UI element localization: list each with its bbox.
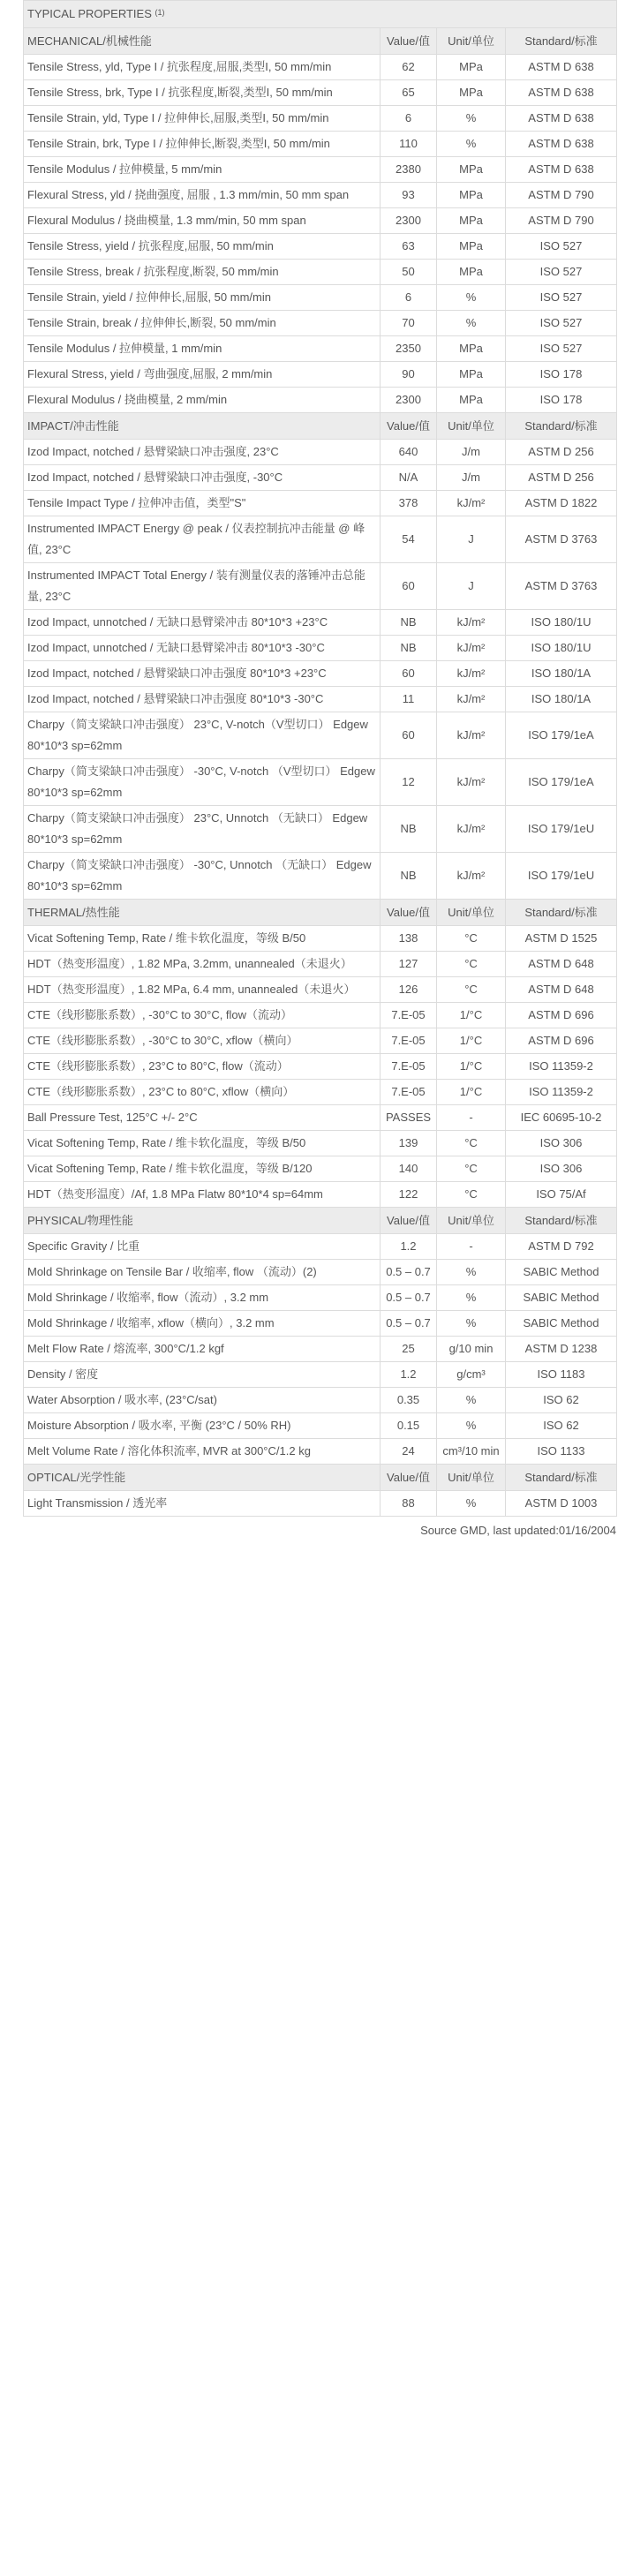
property-standard: ASTM D 1238 [506,1337,617,1362]
property-unit: - [437,1234,506,1260]
property-value: 140 [381,1156,437,1182]
property-unit: kJ/m² [437,712,506,759]
property-value: 7.E-05 [381,1054,437,1080]
property-name: Moisture Absorption / 吸水率, 平衡 (23°C / 50% RH) [24,1413,381,1439]
property-value: 60 [381,712,437,759]
property-standard: ISO 527 [506,260,617,285]
property-value: 126 [381,977,437,1003]
property-standard: IEC 60695-10-2 [506,1105,617,1131]
caption-footnote: (1) [154,8,165,17]
table-row [24,157,617,183]
table-row [24,1439,617,1465]
table-row [24,388,617,413]
table-row [24,516,617,563]
property-unit: MPa [437,183,506,208]
property-name: Charpy（简支梁缺口冲击强度） -30°C, Unnotch （无缺口） Edgew 80*10*3 sp=62mm [24,853,381,900]
group-header-row [24,1208,617,1234]
table-row [24,1105,617,1131]
property-name: Tensile Strain, yld, Type I / 拉伸伸长,屈服,类型I, 50 mm/min [24,106,381,132]
property-unit: °C [437,926,506,952]
property-value: 1.2 [381,1234,437,1260]
property-unit: MPa [437,260,506,285]
table-row [24,977,617,1003]
property-unit: MPa [437,388,506,413]
property-value: 24 [381,1439,437,1465]
table-row [24,1131,617,1156]
property-name: Izod Impact, unnotched / 无缺口悬臂梁冲击 80*10*3 -30°C [24,636,381,661]
property-name: Tensile Stress, brk, Type I / 抗张程度,断裂,类型I, 50 mm/min [24,80,381,106]
property-name: Water Absorption / 吸水率, (23°C/sat) [24,1388,381,1413]
property-unit: % [437,106,506,132]
property-name: CTE（线形膨胀系数）, -30°C to 30°C, xflow（横向） [24,1028,381,1054]
value-header: Value/值 [381,28,437,55]
property-value: 0.15 [381,1413,437,1439]
table-row [24,1028,617,1054]
property-name: Mold Shrinkage on Tensile Bar / 收缩率, flow （流动）(2) [24,1260,381,1285]
property-name: Tensile Modulus / 拉伸模量, 5 mm/min [24,157,381,183]
property-unit: kJ/m² [437,610,506,636]
table-row [24,806,617,853]
property-standard: ISO 527 [506,234,617,260]
property-value: 2300 [381,208,437,234]
property-unit: % [437,311,506,336]
property-unit: MPa [437,208,506,234]
table-row [24,1413,617,1439]
group-name: PHYSICAL/物理性能 [24,1208,381,1234]
property-standard: ISO 178 [506,388,617,413]
property-name: Charpy（简支梁缺口冲击强度） -30°C, V-notch （V型切口） Edgew 80*10*3 sp=62mm [24,759,381,806]
value-header: Value/值 [381,1208,437,1234]
property-standard: ISO 62 [506,1413,617,1439]
property-value: 0.5 – 0.7 [381,1260,437,1285]
property-value: N/A [381,465,437,491]
group-name: THERMAL/热性能 [24,900,381,926]
property-value: 0.5 – 0.7 [381,1311,437,1337]
property-unit: kJ/m² [437,759,506,806]
property-name: Tensile Strain, break / 拉伸伸长,断裂, 50 mm/min [24,311,381,336]
property-name: Mold Shrinkage / 收缩率, flow（流动）, 3.2 mm [24,1285,381,1311]
property-value: 25 [381,1337,437,1362]
property-value: 60 [381,563,437,610]
property-standard: ASTM D 638 [506,157,617,183]
property-value: 63 [381,234,437,260]
property-value: 0.5 – 0.7 [381,1285,437,1311]
property-value: 60 [381,661,437,687]
table-row [24,1337,617,1362]
property-value: 11 [381,687,437,712]
group-header-row [24,1465,617,1491]
property-value: 7.E-05 [381,1080,437,1105]
property-name: Tensile Strain, brk, Type I / 拉伸伸长,断裂,类型I, 50 mm/min [24,132,381,157]
property-value: 70 [381,311,437,336]
property-standard: ISO 179/1eA [506,712,617,759]
property-unit: °C [437,1131,506,1156]
property-name: Light Transmission / 透光率 [24,1491,381,1517]
property-unit: MPa [437,157,506,183]
table-row [24,636,617,661]
table-row [24,183,617,208]
property-standard: ISO 179/1eU [506,806,617,853]
property-name: Specific Gravity / 比重 [24,1234,381,1260]
table-row [24,926,617,952]
table-caption-row [24,1,617,28]
table-row [24,132,617,157]
property-value: 122 [381,1182,437,1208]
property-unit: kJ/m² [437,636,506,661]
table-row [24,1080,617,1105]
property-unit: - [437,1105,506,1131]
property-standard: ASTM D 648 [506,977,617,1003]
table-row [24,563,617,610]
standard-header: Standard/标准 [506,1208,617,1234]
group-name: OPTICAL/光学性能 [24,1465,381,1491]
table-row [24,106,617,132]
property-value: PASSES [381,1105,437,1131]
property-unit: J [437,563,506,610]
property-value: 127 [381,952,437,977]
property-unit: cm³/10 min [437,1439,506,1465]
table-row [24,440,617,465]
property-unit: kJ/m² [437,806,506,853]
table-row [24,362,617,388]
standard-header: Standard/标准 [506,900,617,926]
value-header: Value/值 [381,1465,437,1491]
property-unit: % [437,1413,506,1439]
table-row [24,952,617,977]
property-name: Instrumented IMPACT Total Energy / 装有测量仪表的落锤冲击总能量, 23°C [24,563,381,610]
table-row [24,1054,617,1080]
property-standard: ISO 527 [506,336,617,362]
property-unit: % [437,132,506,157]
property-unit: % [437,285,506,311]
property-unit: 1/°C [437,1028,506,1054]
property-name: Tensile Stress, yield / 抗张程度,屈服, 50 mm/min [24,234,381,260]
property-name: HDT（热变形温度）, 1.82 MPa, 3.2mm, unannealed（未退火） [24,952,381,977]
table-row [24,208,617,234]
property-standard: ISO 1183 [506,1362,617,1388]
value-header: Value/值 [381,900,437,926]
property-name: Melt Volume Rate / 溶化体积流率, MVR at 300°C/1.2 kg [24,1439,381,1465]
property-name: Vicat Softening Temp, Rate / 维卡软化温度，等级 B/120 [24,1156,381,1182]
table-row [24,759,617,806]
property-value: NB [381,610,437,636]
property-value: 139 [381,1131,437,1156]
property-unit: °C [437,952,506,977]
property-standard: ASTM D 696 [506,1028,617,1054]
property-standard: ISO 527 [506,311,617,336]
property-standard: ASTM D 638 [506,132,617,157]
property-name: HDT（热变形温度）/Af, 1.8 MPa Flatw 80*10*4 sp=64mm [24,1182,381,1208]
property-unit: MPa [437,55,506,80]
standard-header: Standard/标准 [506,1465,617,1491]
property-value: 2350 [381,336,437,362]
property-unit: % [437,1260,506,1285]
group-header-row [24,413,617,440]
property-unit: kJ/m² [437,661,506,687]
property-value: NB [381,806,437,853]
property-unit: 1/°C [437,1080,506,1105]
table-row [24,234,617,260]
property-unit: J [437,516,506,563]
table-row [24,260,617,285]
table-row [24,712,617,759]
property-name: Izod Impact, notched / 悬臂梁缺口冲击强度 80*10*3 +23°C [24,661,381,687]
property-name: Flexural Modulus / 挠曲模量, 2 mm/min [24,388,381,413]
property-value: 65 [381,80,437,106]
property-unit: kJ/m² [437,491,506,516]
property-standard: ASTM D 790 [506,183,617,208]
property-name: CTE（线形膨胀系数）, 23°C to 80°C, xflow（横向） [24,1080,381,1105]
property-name: Ball Pressure Test, 125°C +/- 2°C [24,1105,381,1131]
unit-header: Unit/单位 [437,900,506,926]
property-name: Tensile Stress, yld, Type I / 抗张程度,屈服,类型I, 50 mm/min [24,55,381,80]
property-standard: SABIC Method [506,1285,617,1311]
property-value: 640 [381,440,437,465]
property-standard: ISO 11359-2 [506,1054,617,1080]
group-name: MECHANICAL/机械性能 [24,28,381,55]
property-value: 88 [381,1491,437,1517]
property-unit: 1/°C [437,1003,506,1028]
property-value: 93 [381,183,437,208]
standard-header: Standard/标准 [506,413,617,440]
property-value: NB [381,853,437,900]
caption-text: TYPICAL PROPERTIES [27,7,152,20]
property-unit: °C [437,1182,506,1208]
property-standard: ASTM D 3763 [506,563,617,610]
table-row [24,1491,617,1517]
table-row [24,1003,617,1028]
property-standard: ASTM D 3763 [506,516,617,563]
unit-header: Unit/单位 [437,28,506,55]
property-value: 62 [381,55,437,80]
property-value: 7.E-05 [381,1028,437,1054]
property-standard: ASTM D 696 [506,1003,617,1028]
property-value: 6 [381,106,437,132]
property-name: Mold Shrinkage / 收缩率, xflow（横向）, 3.2 mm [24,1311,381,1337]
property-name: Flexural Modulus / 挠曲模量, 1.3 mm/min, 50 mm span [24,208,381,234]
property-name: Tensile Stress, break / 抗张程度,断裂, 50 mm/min [24,260,381,285]
property-standard: ISO 306 [506,1156,617,1182]
property-standard: ASTM D 648 [506,952,617,977]
property-standard: SABIC Method [506,1311,617,1337]
property-value: 378 [381,491,437,516]
property-standard: ISO 1133 [506,1439,617,1465]
table-row [24,853,617,900]
property-standard: ASTM D 256 [506,465,617,491]
unit-header: Unit/单位 [437,1208,506,1234]
property-unit: 1/°C [437,1054,506,1080]
property-unit: J/m [437,440,506,465]
property-unit: MPa [437,80,506,106]
property-value: 12 [381,759,437,806]
property-unit: MPa [437,362,506,388]
group-name: IMPACT/冲击性能 [24,413,381,440]
table-row [24,55,617,80]
property-value: 0.35 [381,1388,437,1413]
property-name: HDT（热变形温度）, 1.82 MPa, 6.4 mm, unannealed（未退火） [24,977,381,1003]
property-unit: kJ/m² [437,687,506,712]
property-unit: kJ/m² [437,853,506,900]
property-standard: ISO 179/1eA [506,759,617,806]
property-value: 2300 [381,388,437,413]
property-standard: ISO 179/1eU [506,853,617,900]
property-unit: °C [437,977,506,1003]
property-standard: ISO 180/1A [506,661,617,687]
property-name: Charpy（简支梁缺口冲击强度） 23°C, V-notch（V型切口） Edgew 80*10*3 sp=62mm [24,712,381,759]
property-name: Charpy（简支梁缺口冲击强度） 23°C, Unnotch （无缺口） Edgew 80*10*3 sp=62mm [24,806,381,853]
property-name: CTE（线形膨胀系数）, 23°C to 80°C, flow（流动） [24,1054,381,1080]
property-standard: ASTM D 256 [506,440,617,465]
table-row [24,465,617,491]
table-row [24,1182,617,1208]
property-unit: MPa [437,336,506,362]
table-row [24,80,617,106]
property-name: Tensile Strain, yield / 拉伸伸长,屈服, 50 mm/min [24,285,381,311]
property-value: 6 [381,285,437,311]
property-name: Vicat Softening Temp, Rate / 维卡软化温度，等级 B/50 [24,926,381,952]
property-value: 1.2 [381,1362,437,1388]
property-unit: °C [437,1156,506,1182]
property-value: 50 [381,260,437,285]
unit-header: Unit/单位 [437,413,506,440]
property-name: Izod Impact, notched / 悬臂梁缺口冲击强度, -30°C [24,465,381,491]
properties-table-container [23,0,616,1537]
group-header-row [24,28,617,55]
value-header: Value/值 [381,413,437,440]
property-standard: ISO 180/1U [506,610,617,636]
unit-header: Unit/单位 [437,1465,506,1491]
property-name: Tensile Impact Type / 拉伸冲击值，类型"S" [24,491,381,516]
property-name: Izod Impact, notched / 悬臂梁缺口冲击强度, 23°C [24,440,381,465]
typical-properties-table [23,0,617,1517]
property-standard: ASTM D 792 [506,1234,617,1260]
property-value: 7.E-05 [381,1003,437,1028]
property-unit: % [437,1491,506,1517]
table-row [24,687,617,712]
property-value: 2380 [381,157,437,183]
property-standard: ISO 178 [506,362,617,388]
property-name: Melt Flow Rate / 熔流率, 300°C/1.2 kgf [24,1337,381,1362]
property-standard: ASTM D 1003 [506,1491,617,1517]
property-unit: % [437,1388,506,1413]
property-standard: ISO 527 [506,285,617,311]
property-name: Vicat Softening Temp, Rate / 维卡软化温度，等级 B/50 [24,1131,381,1156]
property-unit: MPa [437,234,506,260]
property-standard: ISO 75/Af [506,1182,617,1208]
property-unit: g/cm³ [437,1362,506,1388]
property-name: Izod Impact, unnotched / 无缺口悬臂梁冲击 80*10*3 +23°C [24,610,381,636]
property-name: Instrumented IMPACT Energy @ peak / 仪表控制抗冲击能量 @ 峰值, 23°C [24,516,381,563]
property-standard: ISO 180/1U [506,636,617,661]
table-caption [24,1,617,28]
property-unit: J/m [437,465,506,491]
property-value: 54 [381,516,437,563]
property-standard: ISO 306 [506,1131,617,1156]
table-row [24,491,617,516]
group-header-row [24,900,617,926]
property-standard: ASTM D 638 [506,55,617,80]
property-value: NB [381,636,437,661]
source-note: Source GMD, last updated:01/16/2004 [420,1524,616,1537]
table-row [24,1234,617,1260]
property-value: 110 [381,132,437,157]
property-value: 90 [381,362,437,388]
property-standard: ASTM D 1822 [506,491,617,516]
table-row [24,1311,617,1337]
property-standard: ISO 11359-2 [506,1080,617,1105]
property-standard: SABIC Method [506,1260,617,1285]
standard-header: Standard/标准 [506,28,617,55]
property-name: CTE（线形膨胀系数）, -30°C to 30°C, flow（流动） [24,1003,381,1028]
table-row [24,1156,617,1182]
property-unit: % [437,1311,506,1337]
table-row [24,1285,617,1311]
property-standard: ASTM D 638 [506,80,617,106]
property-unit: % [437,1285,506,1311]
table-row [24,1260,617,1285]
property-unit: g/10 min [437,1337,506,1362]
table-row [24,285,617,311]
table-row [24,661,617,687]
property-name: Tensile Modulus / 拉伸模量, 1 mm/min [24,336,381,362]
property-standard: ISO 180/1A [506,687,617,712]
property-standard: ASTM D 638 [506,106,617,132]
table-row [24,336,617,362]
property-standard: ASTM D 1525 [506,926,617,952]
property-standard: ASTM D 790 [506,208,617,234]
property-name: Izod Impact, notched / 悬臂梁缺口冲击强度 80*10*3 -30°C [24,687,381,712]
table-row [24,311,617,336]
property-standard: ISO 62 [506,1388,617,1413]
property-name: Flexural Stress, yld / 挠曲强度, 屈服 , 1.3 mm/min, 50 mm span [24,183,381,208]
table-row [24,1388,617,1413]
table-row [24,1362,617,1388]
property-value: 138 [381,926,437,952]
property-name: Flexural Stress, yield / 弯曲强度,屈服, 2 mm/min [24,362,381,388]
table-row [24,610,617,636]
property-name: Density / 密度 [24,1362,381,1388]
